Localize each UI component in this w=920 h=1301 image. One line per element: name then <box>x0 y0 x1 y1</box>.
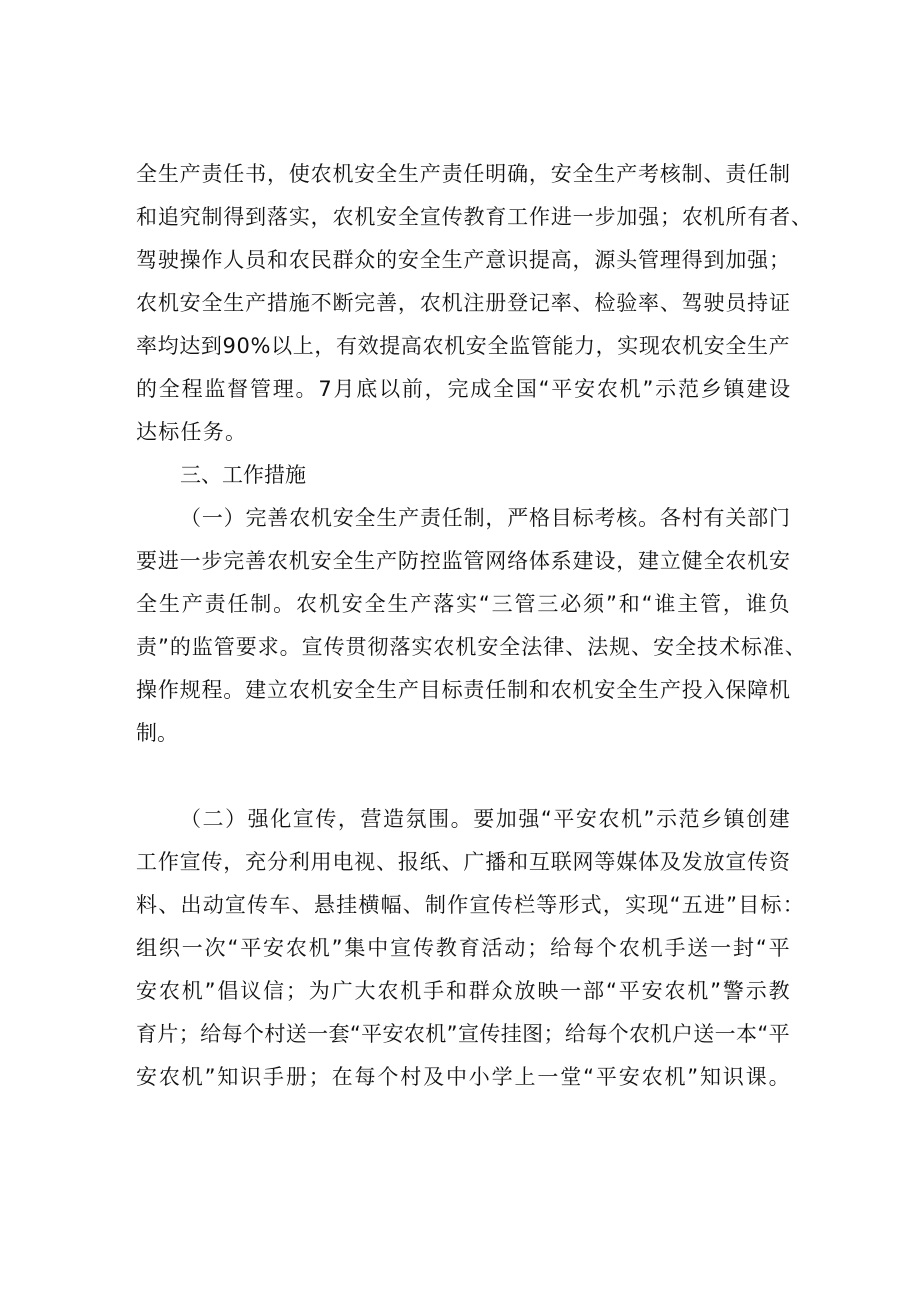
body-line: 育片；给每个村送一套“平安农机”宣传挂图；给每个农机户送一本“平 <box>136 1022 791 1046</box>
paragraph-first-line: （二）强化宣传，营造氛围。要加强“平安农机”示范乡镇创建 <box>180 807 792 831</box>
body-line: 安农机”倡议信；为广大农机手和群众放映一部“平安农机”警示教 <box>136 979 792 1003</box>
body-line: 驾驶操作人员和农民群众的安全生产意识提高，源头管理得到加强； <box>136 248 791 272</box>
body-line: 和追究制得到落实，农机安全宣传教育工作进一步加强；农机所有者、 <box>136 205 813 229</box>
body-line: 制。 <box>136 721 178 745</box>
body-line: 率均达到90%以上，有效提高农机安全监管能力，实现农机安全生产 <box>136 334 791 358</box>
body-line: 安农机”知识手册；在每个村及中小学上一堂“平安农机”知识课。 <box>136 1065 792 1089</box>
section-heading: 三、工作措施 <box>180 463 306 487</box>
body-line: 农机安全生产措施不断完善，农机注册登记率、检验率、驾驶员持证 <box>136 291 791 315</box>
body-line: 工作宣传，充分利用电视、报纸、广播和互联网等媒体及发放宣传资 <box>136 850 791 874</box>
body-line: 的全程监督管理。7月底以前，完成全国“平安农机”示范乡镇建设 <box>136 377 792 401</box>
body-line: 要进一步完善农机安全生产防控监管网络体系建设，建立健全农机安 <box>136 549 791 573</box>
body-line: 全生产责任制。农机安全生产落实“三管三必须”和“谁主管，谁负 <box>136 592 792 616</box>
body-line: 组织一次“平安农机”集中宣传教育活动；给每个农机手送一封“平 <box>136 936 792 960</box>
body-line: 责”的监管要求。宣传贯彻落实农机安全法律、法规、安全技术标准、 <box>136 635 807 659</box>
paragraph-first-line: （一）完善农机安全生产责任制，严格目标考核。各村有关部门 <box>180 506 791 530</box>
body-line: 料、出动宣传车、悬挂横幅、制作宣传栏等形式，实现“五进”目标： <box>136 893 805 917</box>
body-line: 达标任务。 <box>136 420 248 444</box>
body-line: 全生产责任书，使农机安全生产责任明确，安全生产考核制、责任制 <box>136 162 791 186</box>
body-line: 操作规程。建立农机安全生产目标责任制和农机安全生产投入保障机 <box>136 678 791 702</box>
